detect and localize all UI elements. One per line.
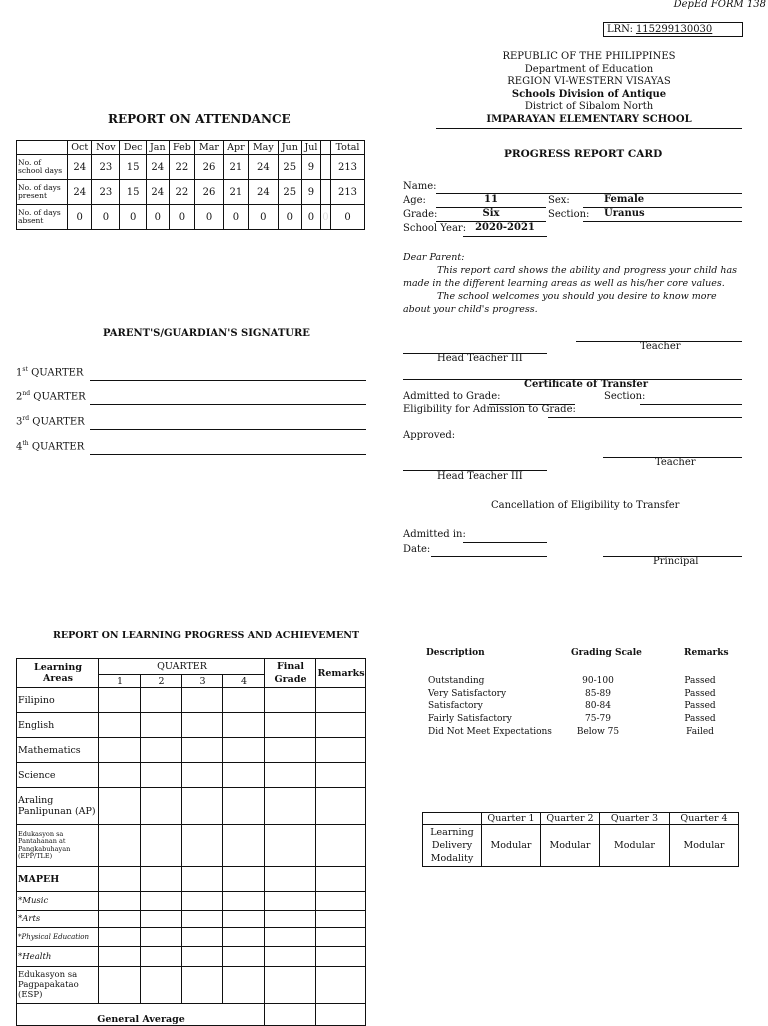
- header-q2: 2: [141, 675, 182, 688]
- learning-header-row: [17, 659, 366, 675]
- signature-line[interactable]: [90, 379, 366, 381]
- subject-name: Science: [17, 763, 99, 788]
- grade-value: Six: [482, 208, 500, 219]
- lrn-box: [603, 22, 743, 37]
- transfer-head-teacher-label: Head Teacher III: [437, 471, 523, 482]
- row-label: No. of days absent: [17, 205, 68, 230]
- grading-desc-header: Description: [426, 648, 485, 658]
- header-learning-areas: Learning Areas: [17, 659, 99, 688]
- cancellation-title: Cancellation of Eligibility to Transfer: [491, 500, 680, 511]
- cell: 26: [195, 180, 224, 205]
- cell: 0: [92, 205, 120, 230]
- modality-row-label: Learning Delivery Modality: [423, 825, 482, 867]
- signature-line[interactable]: [90, 428, 366, 430]
- parent-letter: [403, 251, 739, 316]
- quarter-label: 3rd QUARTER: [16, 414, 85, 427]
- cell: 0: [301, 205, 320, 230]
- modality-header-row: [423, 813, 739, 825]
- attendance-row-school-days: [17, 155, 365, 180]
- eligibility-label: Eligibility for Admission to Grade:: [403, 404, 576, 415]
- grading-row: Satisfactory 80-84 Passed: [428, 701, 716, 712]
- attendance-header-row: [17, 141, 365, 155]
- signature-row-q4: [16, 427, 366, 452]
- age-label: Age:: [403, 195, 426, 206]
- header-region: REGION VI-WESTERN VISAYAS: [507, 76, 671, 87]
- cell: 0: [169, 205, 195, 230]
- subject-row: [17, 867, 366, 892]
- cell: 24: [146, 155, 169, 180]
- letter-paragraph-2: The school welcomes you should you desire to know more about your child's progress.: [403, 291, 717, 315]
- grading-row: Very Satisfactory 85-89 Passed: [428, 688, 716, 699]
- attendance-title: REPORT ON ATTENDANCE: [108, 112, 291, 126]
- eligibility-field[interactable]: [548, 417, 742, 418]
- subject-row: [17, 713, 366, 738]
- header-divider: [436, 128, 742, 129]
- modality-row: [423, 825, 739, 867]
- modality-table: [422, 812, 739, 867]
- modality-value: Modular: [541, 825, 600, 867]
- subject-row: [17, 947, 366, 967]
- subject-row: [17, 763, 366, 788]
- general-average-row: [17, 1004, 366, 1026]
- date-field[interactable]: [431, 556, 547, 557]
- month-header: Jun: [278, 141, 301, 155]
- date-label: Date:: [403, 544, 431, 555]
- cell: 0: [278, 205, 301, 230]
- cell: 0: [120, 205, 147, 230]
- month-header: Apr: [223, 141, 248, 155]
- subject-name: Mathematics: [17, 738, 99, 763]
- attendance-row-days-absent: [17, 205, 365, 230]
- cell: 24: [248, 155, 278, 180]
- cell: 0: [146, 205, 169, 230]
- subject-name: Edukasyon sa Pagpapakatao (ESP): [17, 967, 99, 1004]
- row-label: No. of days present: [17, 180, 68, 205]
- modality-corner: [423, 813, 482, 825]
- report-card-title: PROGRESS REPORT CARD: [504, 148, 663, 160]
- header-q1: 1: [99, 675, 141, 688]
- transfer-teacher-label: Teacher: [655, 457, 696, 468]
- month-header: Jan: [146, 141, 169, 155]
- cell: 0: [331, 205, 365, 230]
- learning-title: REPORT ON LEARNING PROGRESS AND ACHIEVEMENT: [53, 630, 360, 641]
- cell: 24: [68, 155, 92, 180]
- subject-row: [17, 825, 366, 867]
- learning-table: [16, 658, 366, 1026]
- cell: 0: [248, 205, 278, 230]
- subject-name: Filipino: [17, 688, 99, 713]
- sex-value: Female: [604, 194, 645, 205]
- section-line: [583, 221, 742, 222]
- modality-value: Modular: [482, 825, 541, 867]
- lrn-label: LRN:: [607, 24, 633, 35]
- subject-name: *Physical Education: [17, 928, 99, 947]
- grading-rows: [428, 675, 738, 738]
- name-label: Name:: [403, 181, 437, 192]
- teacher-label: Teacher: [640, 341, 681, 352]
- month-header: May: [248, 141, 278, 155]
- cell: 26: [195, 155, 224, 180]
- cell: 24: [146, 180, 169, 205]
- cell: 0: [223, 205, 248, 230]
- modality-value: Modular: [600, 825, 670, 867]
- transfer-section-label: Section:: [604, 391, 646, 402]
- grading-row: Did Not Meet Expectations Below 75 Failed: [428, 726, 714, 737]
- cell: 23: [92, 155, 120, 180]
- grading-row: Fairly Satisfactory 75-79 Passed: [428, 714, 716, 725]
- subject-row: [17, 928, 366, 947]
- row-label: No. of school days: [17, 155, 68, 180]
- section-label: Section:: [548, 209, 590, 220]
- header-republic: REPUBLIC OF THE PHILIPPINES: [502, 51, 676, 62]
- month-header: Jul: [301, 141, 320, 155]
- cell: 22: [169, 155, 195, 180]
- signature-row-q3: [16, 402, 366, 427]
- general-average-label: General Average: [17, 1004, 265, 1026]
- month-header: Mar: [195, 141, 224, 155]
- form-code: DepEd FORM 138: [673, 0, 766, 10]
- cell: 0: [68, 205, 92, 230]
- signature-line[interactable]: [90, 453, 366, 455]
- modality-value: Modular: [670, 825, 739, 867]
- grading-remarks-header: Remarks: [684, 648, 729, 658]
- cell: 25: [278, 180, 301, 205]
- transfer-title: Certificate of Transfer: [524, 379, 649, 390]
- signature-line[interactable]: [90, 403, 366, 405]
- month-header: Feb: [169, 141, 195, 155]
- age-value: 11: [484, 194, 498, 205]
- cell: 0: [195, 205, 224, 230]
- attendance-table: [16, 140, 365, 230]
- subject-name: English: [17, 713, 99, 738]
- school-year-value: 2020-2021: [475, 222, 535, 233]
- quarter-label: 4th QUARTER: [16, 439, 85, 452]
- cell: 21: [223, 180, 248, 205]
- cell: 24: [68, 180, 92, 205]
- section-value: Uranus: [604, 208, 645, 219]
- subject-row: [17, 967, 366, 1004]
- month-header: [320, 141, 330, 155]
- subject-name: Edukasyon sa Pantahanan at Pangkabuhayan (EPP/TLE): [17, 825, 99, 867]
- subject-row: [17, 738, 366, 763]
- modality-quarter-header: Quarter 3: [600, 813, 670, 825]
- header-q4: 4: [223, 675, 265, 688]
- month-header: Total: [331, 141, 365, 155]
- admitted-in-label: Admitted in:: [403, 529, 466, 540]
- school-header: [436, 51, 742, 126]
- letter-salutation: Dear Parent:: [403, 252, 465, 263]
- school-year-line: [463, 236, 547, 237]
- sex-label: Sex:: [548, 195, 570, 206]
- signature-row-q1: [16, 352, 366, 378]
- header-final-grade: Final Grade: [265, 659, 316, 688]
- cell: [320, 180, 330, 205]
- cell: 24: [248, 180, 278, 205]
- cell: 21: [223, 155, 248, 180]
- admitted-grade-label: Admitted to Grade:: [403, 391, 501, 402]
- cell: 23: [92, 180, 120, 205]
- cell: 15: [120, 180, 147, 205]
- subject-row: [17, 892, 366, 911]
- header-district: District of Sibalom North: [524, 101, 654, 112]
- modality-quarter-header: Quarter 4: [670, 813, 739, 825]
- subject-name: *Music: [17, 892, 99, 911]
- header-deped: Department of Education: [524, 63, 654, 75]
- modality-quarter-header: Quarter 2: [541, 813, 600, 825]
- header-remarks: Remarks: [316, 659, 366, 688]
- subject-name: *Arts: [17, 911, 99, 928]
- quarter-label: 2nd QUARTER: [16, 389, 86, 402]
- cell: 0: [320, 205, 330, 230]
- subject-row: [17, 688, 366, 713]
- header-division: Schools Division of Antique: [511, 88, 667, 100]
- modality-quarter-header: Quarter 1: [482, 813, 541, 825]
- header-q3: 3: [182, 675, 223, 688]
- cell: 213: [331, 180, 365, 205]
- cell: 15: [120, 155, 147, 180]
- cell: 9: [301, 155, 320, 180]
- attendance-row-days-present: [17, 180, 365, 205]
- subject-name: *Health: [17, 947, 99, 967]
- quarter-label: 1st QUARTER: [16, 365, 84, 378]
- cell: 213: [331, 155, 365, 180]
- lrn-value: 115299130030: [635, 24, 713, 35]
- header-school: IMPARAYAN ELEMENTARY SCHOOL: [486, 113, 692, 125]
- subject-name: Araling Panlipunan (AP): [17, 788, 99, 825]
- month-header: Oct: [68, 141, 92, 155]
- letter-paragraph-1: This report card shows the ability and progress your child has made in the different learning areas as well as his/her core values.: [403, 265, 738, 289]
- cell: 25: [278, 155, 301, 180]
- grading-row: Outstanding 90-100 Passed: [428, 676, 716, 686]
- grade-label: Grade:: [403, 209, 438, 220]
- month-header: Nov: [92, 141, 120, 155]
- subject-name: MAPEH: [17, 867, 99, 892]
- signature-title: PARENT'S/GUARDIAN'S SIGNATURE: [103, 328, 310, 339]
- cell: [320, 155, 330, 180]
- grading-scale-header: Grading Scale: [571, 648, 642, 658]
- approved-label: Approved:: [403, 430, 456, 441]
- cell: 9: [301, 180, 320, 205]
- month-header: Dec: [120, 141, 147, 155]
- signature-block: [16, 352, 366, 452]
- cell: 22: [169, 180, 195, 205]
- subject-row: [17, 911, 366, 928]
- principal-label: Principal: [653, 556, 699, 567]
- school-year-label: School Year:: [403, 223, 467, 234]
- head-teacher-label: Head Teacher III: [437, 353, 523, 364]
- transfer-section-field[interactable]: [640, 404, 742, 405]
- header-quarter: QUARTER: [99, 659, 265, 675]
- admitted-in-field[interactable]: [463, 542, 547, 543]
- subject-row: [17, 788, 366, 825]
- attendance-corner: [17, 141, 68, 155]
